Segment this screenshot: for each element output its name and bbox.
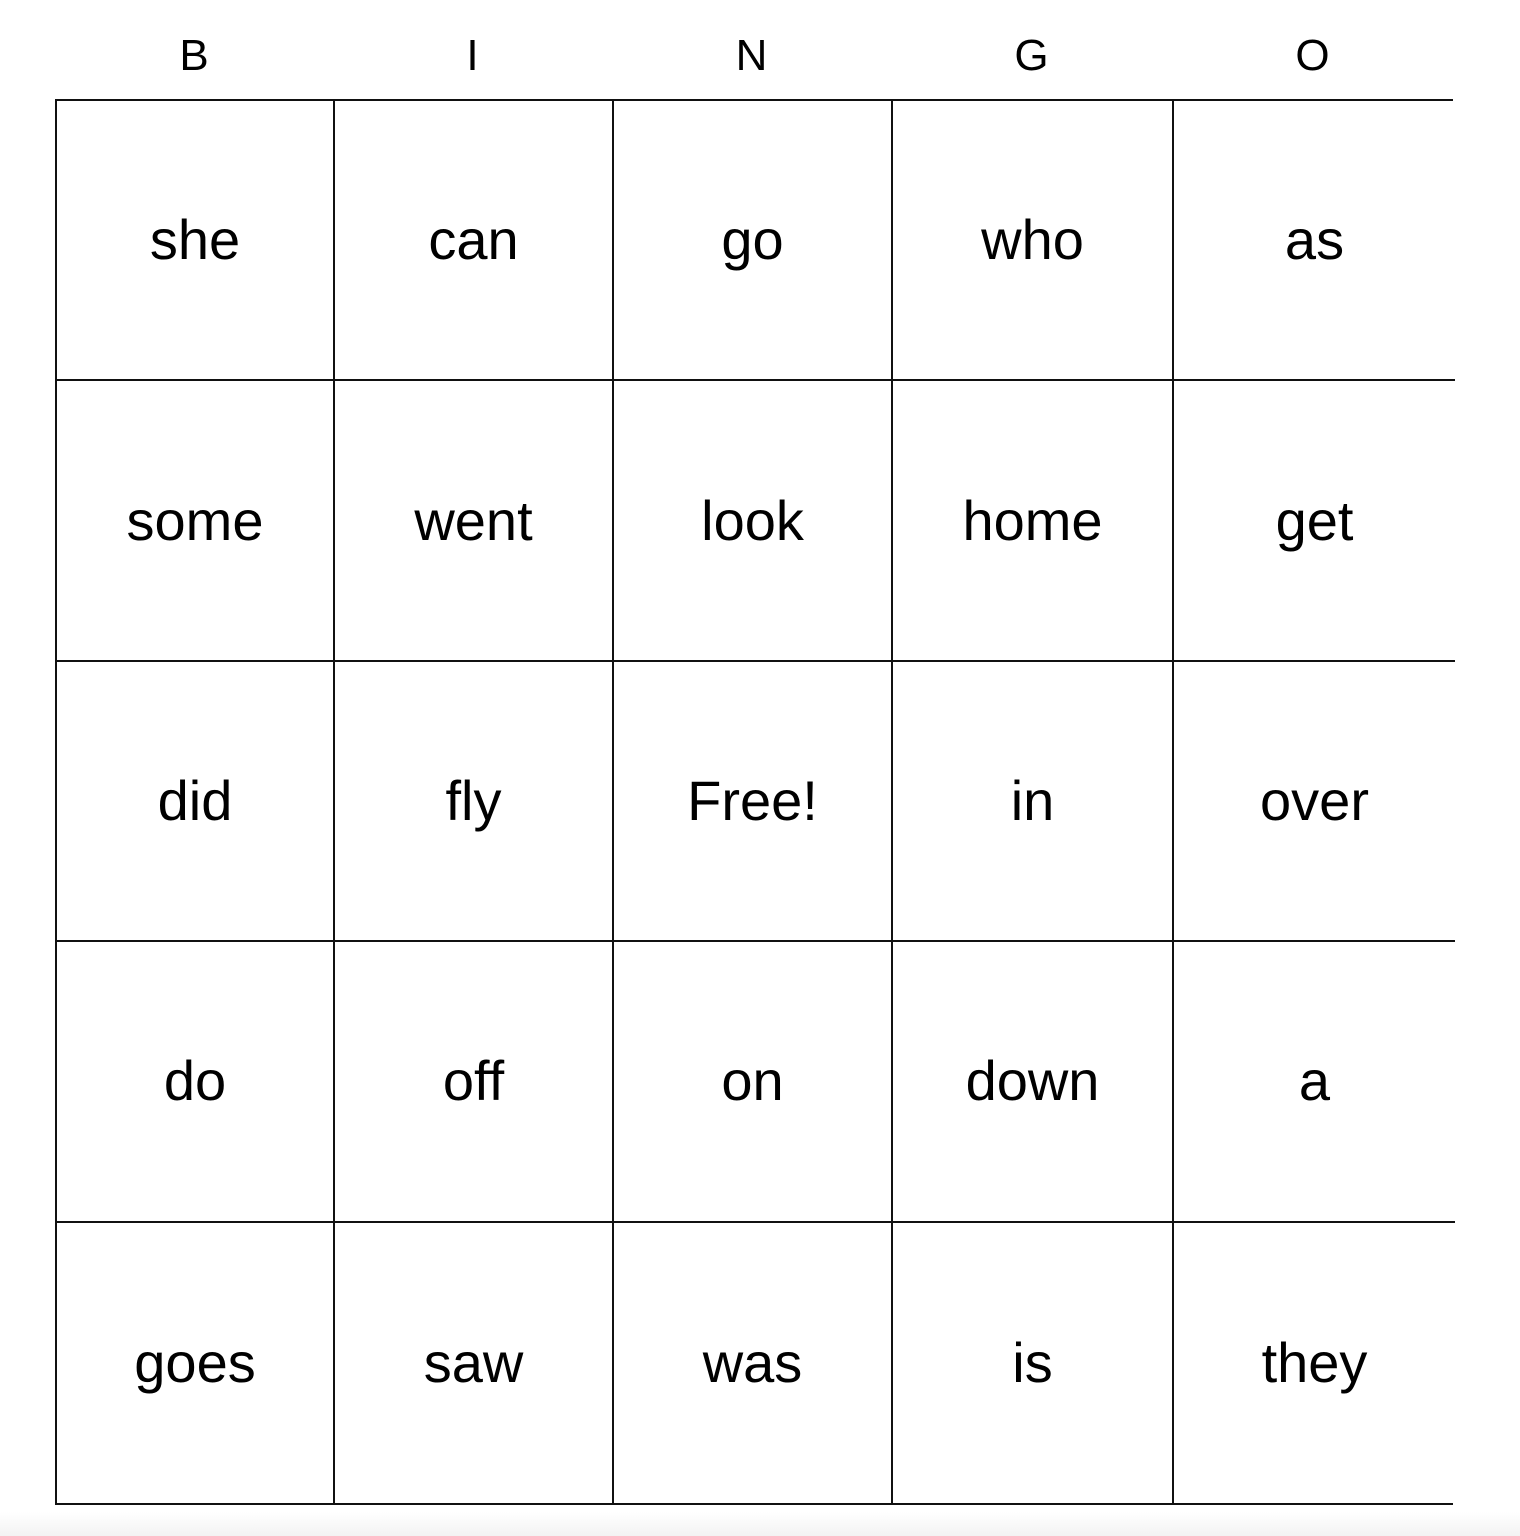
bingo-cell: as xyxy=(1174,101,1455,381)
bingo-cell: on xyxy=(614,942,893,1222)
bingo-cell: saw xyxy=(335,1223,614,1503)
bingo-cell: down xyxy=(893,942,1174,1222)
bingo-cell: get xyxy=(1174,381,1455,661)
bingo-cell: was xyxy=(614,1223,893,1503)
bingo-cell: is xyxy=(893,1223,1174,1503)
bingo-cell: a xyxy=(1174,942,1455,1222)
header-letter-o: O xyxy=(1295,31,1330,80)
bingo-cell: did xyxy=(57,662,335,942)
bingo-cell: in xyxy=(893,662,1174,942)
bingo-cell: do xyxy=(57,942,335,1222)
bingo-cell: she xyxy=(57,101,335,381)
bingo-cell: off xyxy=(335,942,614,1222)
bingo-cell: who xyxy=(893,101,1174,381)
header-letter-g: G xyxy=(1014,31,1049,80)
bingo-cell: fly xyxy=(335,662,614,942)
bingo-cell: over xyxy=(1174,662,1455,942)
bingo-cell: can xyxy=(335,101,614,381)
header-letter-n: N xyxy=(735,31,768,80)
bingo-cell: go xyxy=(614,101,893,381)
bingo-cell: they xyxy=(1174,1223,1455,1503)
bingo-cell: some xyxy=(57,381,335,661)
bingo-cell: went xyxy=(335,381,614,661)
free-space-cell: Free! xyxy=(614,662,893,942)
header-letter-i: I xyxy=(466,31,479,80)
bingo-cell: goes xyxy=(57,1223,335,1503)
header-letter-b: B xyxy=(179,31,209,80)
bingo-header xyxy=(55,26,1453,86)
bingo-cell: look xyxy=(614,381,893,661)
page-bottom-edge xyxy=(0,1512,1520,1536)
bingo-cell: home xyxy=(893,381,1174,661)
bingo-board xyxy=(55,99,1453,1505)
